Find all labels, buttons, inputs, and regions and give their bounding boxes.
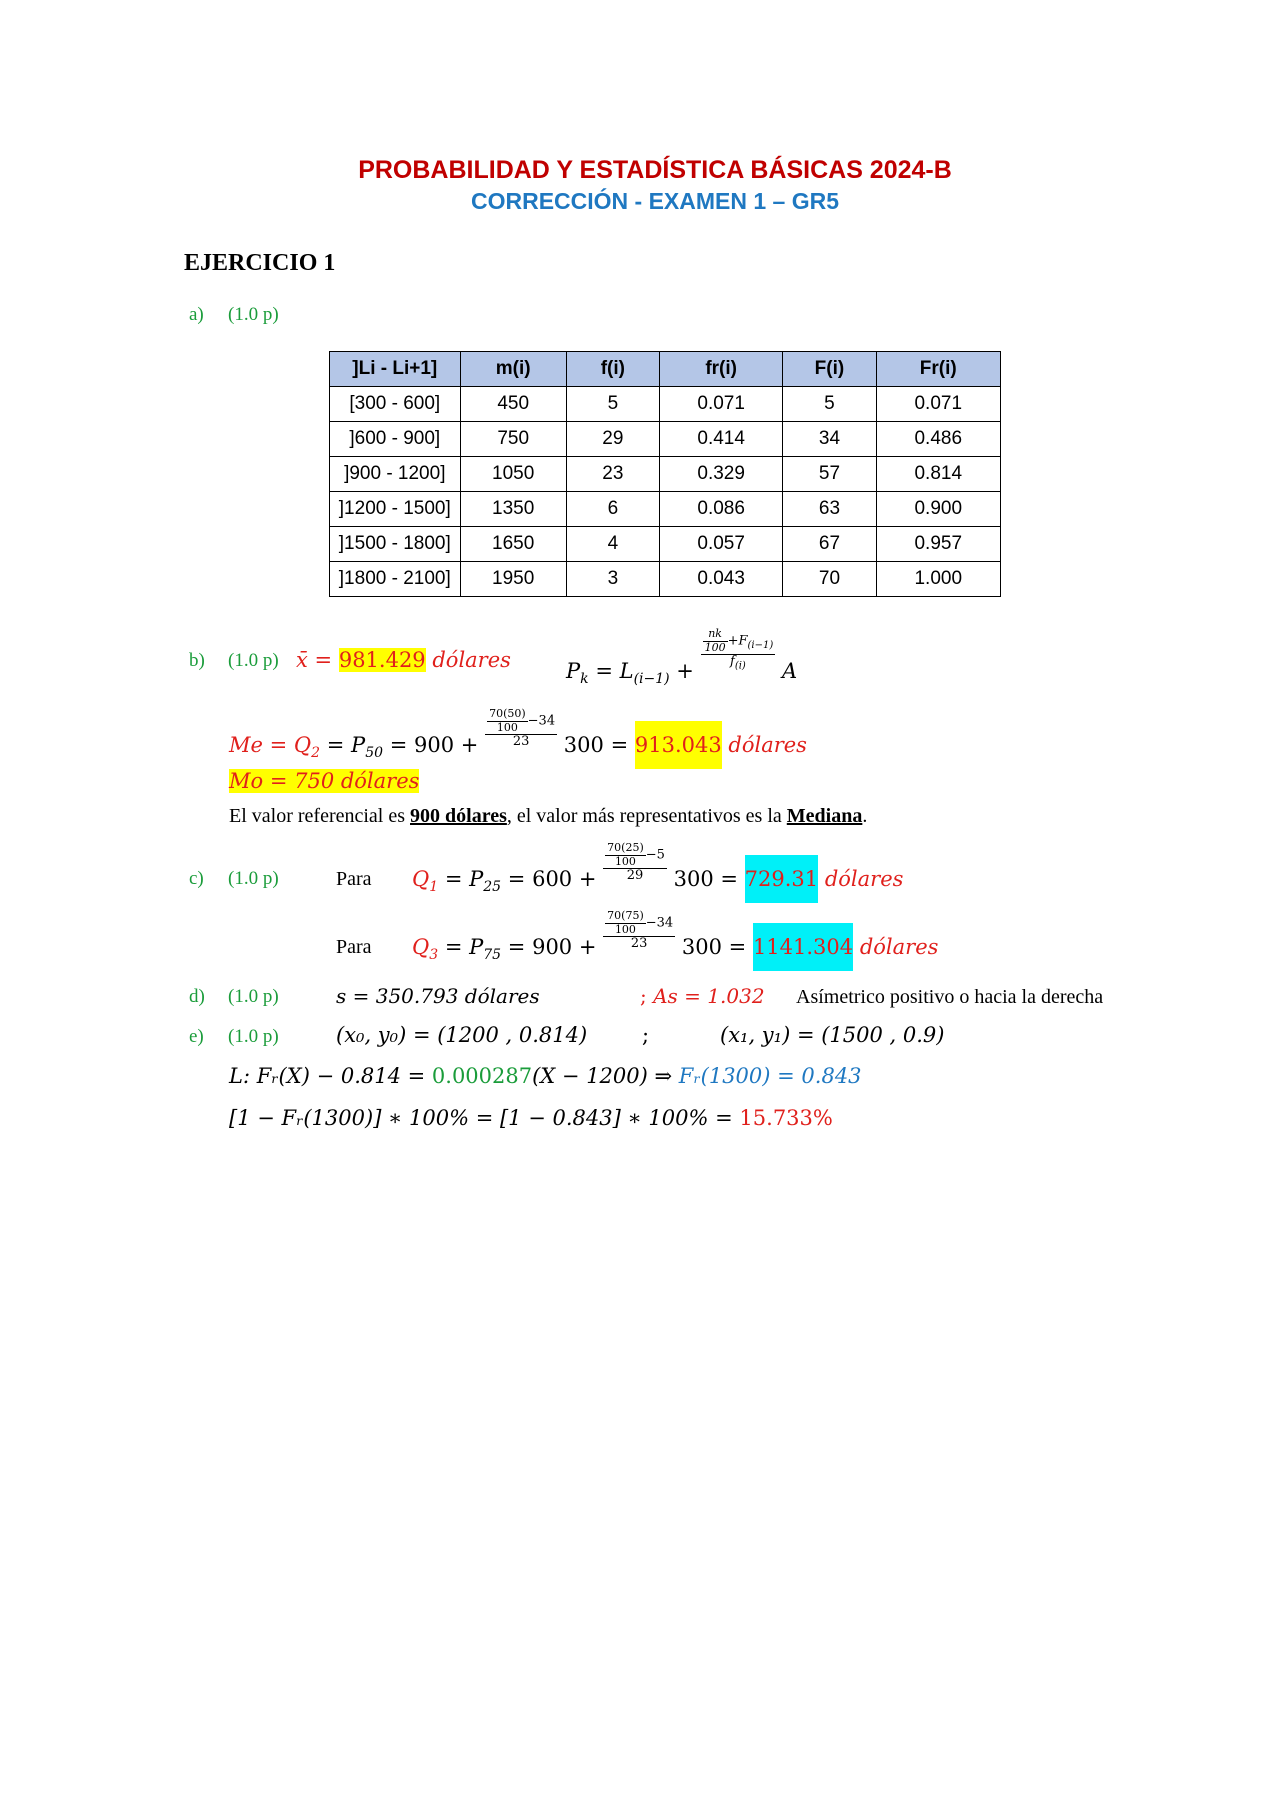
part-e-points: (1.0 p) bbox=[228, 1026, 279, 1047]
table-cell: 0.057 bbox=[659, 527, 782, 562]
mean-value: 981.429 bbox=[338, 648, 426, 672]
table-cell: 57 bbox=[783, 457, 876, 492]
table-header-cell: m(i) bbox=[460, 352, 566, 387]
table-cell: 0.486 bbox=[876, 422, 1001, 457]
part-b-label: b) bbox=[189, 650, 205, 671]
table-cell: 23 bbox=[566, 457, 659, 492]
table-cell: 1350 bbox=[460, 492, 566, 527]
table-cell: ]900 - 1200] bbox=[330, 457, 461, 492]
table-row bbox=[330, 492, 1001, 527]
table-cell: 6 bbox=[566, 492, 659, 527]
table-row bbox=[330, 422, 1001, 457]
table-cell: 34 bbox=[783, 422, 876, 457]
table-cell: 0.086 bbox=[659, 492, 782, 527]
point-1: (x₁, y₁) = (1500 , 0.9) bbox=[720, 1023, 945, 1047]
table-cell: 450 bbox=[460, 387, 566, 422]
part-d-label: d) bbox=[189, 986, 205, 1007]
table-cell: ]1800 - 2100] bbox=[330, 562, 461, 597]
table-row bbox=[330, 527, 1001, 562]
frequency-table bbox=[329, 351, 1001, 597]
table-header-cell: ]Li - Li+1] bbox=[330, 352, 461, 387]
table-cell: 0.900 bbox=[876, 492, 1001, 527]
document-title: PROBABILIDAD Y ESTADÍSTICA BÁSICAS 2024-B bbox=[358, 156, 952, 184]
table-cell: 70 bbox=[783, 562, 876, 597]
table-header-cell: Fr(i) bbox=[876, 352, 1001, 387]
median-expression: $Me = Q_2 = P_{50} = 900$ + $\frac{70(50)}{100}$ −34 23 300 = 913.043 dólares bbox=[229, 708, 807, 750]
table-cell: ]1200 - 1500] bbox=[330, 492, 461, 527]
q1-value: 729.31 bbox=[745, 855, 818, 903]
part-b-points: (1.0 p) bbox=[228, 650, 279, 671]
final-percentage: [1 − Fᵣ(1300)] ∗ 100% = [1 − 0.843] ∗ 100% = 15.733% bbox=[229, 1106, 833, 1130]
table-cell: 63 bbox=[783, 492, 876, 527]
table-cell: 1.000 bbox=[876, 562, 1001, 597]
table-cell: 1950 bbox=[460, 562, 566, 597]
percentile-formula: $P_k = L_{(i-1)}$ + $\frac{nk}{100}$ $+F_{(i-1)}$ $f_{(i)}$ A bbox=[566, 627, 798, 687]
document-subtitle: CORRECCIÓN - EXAMEN 1 – GR5 bbox=[470, 188, 840, 214]
table-cell: [300 - 600] bbox=[330, 387, 461, 422]
table-cell: 0.814 bbox=[876, 457, 1001, 492]
point-separator: ; bbox=[642, 1023, 650, 1047]
table-cell: 750 bbox=[460, 422, 566, 457]
table-cell: ]600 - 900] bbox=[330, 422, 461, 457]
table-cell: 1650 bbox=[460, 527, 566, 562]
table-cell: 3 bbox=[566, 562, 659, 597]
q3-para: Para bbox=[336, 936, 372, 958]
mean-expression: x̄ = 981.429 dólares bbox=[296, 648, 511, 672]
table-cell: 4 bbox=[566, 527, 659, 562]
section-title: EJERCICIO 1 bbox=[184, 250, 336, 276]
table-cell: 0.414 bbox=[659, 422, 782, 457]
asymmetry: ; As = 1.032 bbox=[640, 984, 765, 1008]
asymmetry-description: Asímetrico positivo o hacia la derecha bbox=[796, 986, 1104, 1008]
table-header-cell: F(i) bbox=[783, 352, 876, 387]
median-value: 913.043 bbox=[635, 721, 722, 769]
part-a-points: (1.0 p) bbox=[228, 304, 279, 325]
part-a-label: a) bbox=[189, 304, 204, 325]
table-row bbox=[330, 387, 1001, 422]
table-cell: 5 bbox=[566, 387, 659, 422]
q1-expression: $Q_1 = P_{25} = 600$ + $\frac{70(25)}{100}$ −5 29 300 = 729.31 dólares bbox=[412, 842, 903, 884]
part-c-points: (1.0 p) bbox=[228, 868, 279, 889]
table-cell: 0.957 bbox=[876, 527, 1001, 562]
table-header-cell: f(i) bbox=[566, 352, 659, 387]
table-cell: 0.329 bbox=[659, 457, 782, 492]
q3-expression: $Q_3 = P_{75} = 900$ + $\frac{70(75)}{100}$ −34 23 300 = 1141.304 dólares bbox=[412, 910, 938, 952]
part-c-label: c) bbox=[189, 868, 204, 889]
table-cell: 1050 bbox=[460, 457, 566, 492]
mode-expression: Mo = 750 dólares bbox=[229, 769, 420, 793]
part-e-label: e) bbox=[189, 1026, 204, 1047]
table-row bbox=[330, 562, 1001, 597]
table-cell: 67 bbox=[783, 527, 876, 562]
table-cell: 0.043 bbox=[659, 562, 782, 597]
part-d-points: (1.0 p) bbox=[228, 986, 279, 1007]
table-cell: 0.071 bbox=[876, 387, 1001, 422]
table-cell: 5 bbox=[783, 387, 876, 422]
table-header-row bbox=[330, 352, 1001, 387]
table-cell: 29 bbox=[566, 422, 659, 457]
table-cell: 0.071 bbox=[659, 387, 782, 422]
interpolation-line: L: Fᵣ(X) − 0.814 = 0.000287(X − 1200) ⇒ Fᵣ(1300) = 0.843 bbox=[229, 1064, 862, 1088]
q3-value: 1141.304 bbox=[753, 923, 853, 971]
part-b-conclusion: El valor referencial es 900 dólares, el valor más representativos es la Mediana. bbox=[229, 805, 868, 827]
point-0: (x₀, y₀) = (1200 , 0.814) bbox=[336, 1023, 588, 1047]
table-header-cell: fr(i) bbox=[659, 352, 782, 387]
q1-para: Para bbox=[336, 868, 372, 890]
std-dev: s = 350.793 dólares bbox=[336, 984, 540, 1008]
table-cell: ]1500 - 1800] bbox=[330, 527, 461, 562]
table-row bbox=[330, 457, 1001, 492]
